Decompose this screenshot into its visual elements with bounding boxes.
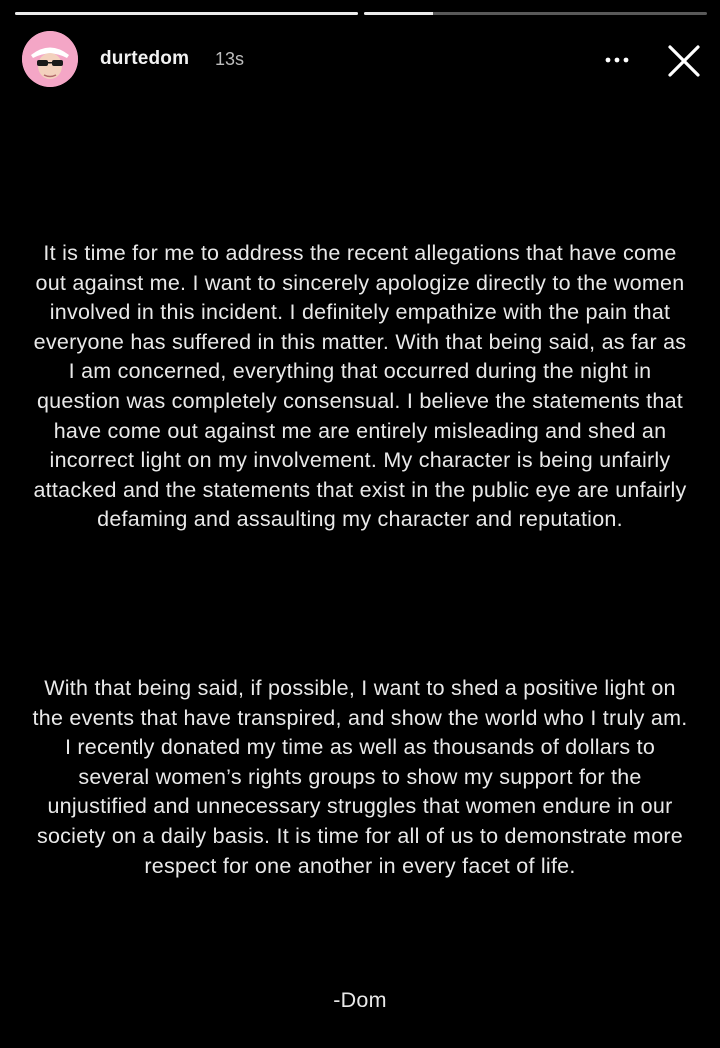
username[interactable]: durtedom [100,48,190,69]
progress-segment [15,12,358,15]
close-icon[interactable] [664,41,704,81]
story-text-paragraph: It is time for me to address the recent allegations that have come out against me. I want to sincerely apologize directly to the women involved in this incident. I definitely empathize with the pain that everyone has suffered in this matter. With that being said, as far as I am concerned, everything that occurred during the night in question was completely consensual. I believe the statements that have come out against me are entirely misleading and shed an incorrect light on my involvement. My character is being unfairly attacked and the statements that exist in the public eye are unfairly defaming and assaulting my character and reputation. [33,241,687,532]
post-time: 13s [215,49,245,69]
avatar-image [22,31,78,87]
more-options-icon[interactable] [600,47,636,73]
story-header [22,31,707,89]
story-signature: -Dom [333,988,387,1012]
story-text-paragraph: With that being said, if possible, I want to shed a positive light on the events that have transpired, and show the world who I truly am. I recently donated my time as well as thousands of dollars to several women’s rights groups to show my support for the unjustified and unnecessary struggles that women endure in our society on a daily basis. It is time for all of us to demonstrate more respect for one another in every facet of life. [32,676,688,878]
progress-segment [364,12,707,15]
story-progress-bar [15,12,707,16]
progress-fill [15,12,358,15]
progress-fill [364,12,433,15]
avatar[interactable] [22,31,78,87]
